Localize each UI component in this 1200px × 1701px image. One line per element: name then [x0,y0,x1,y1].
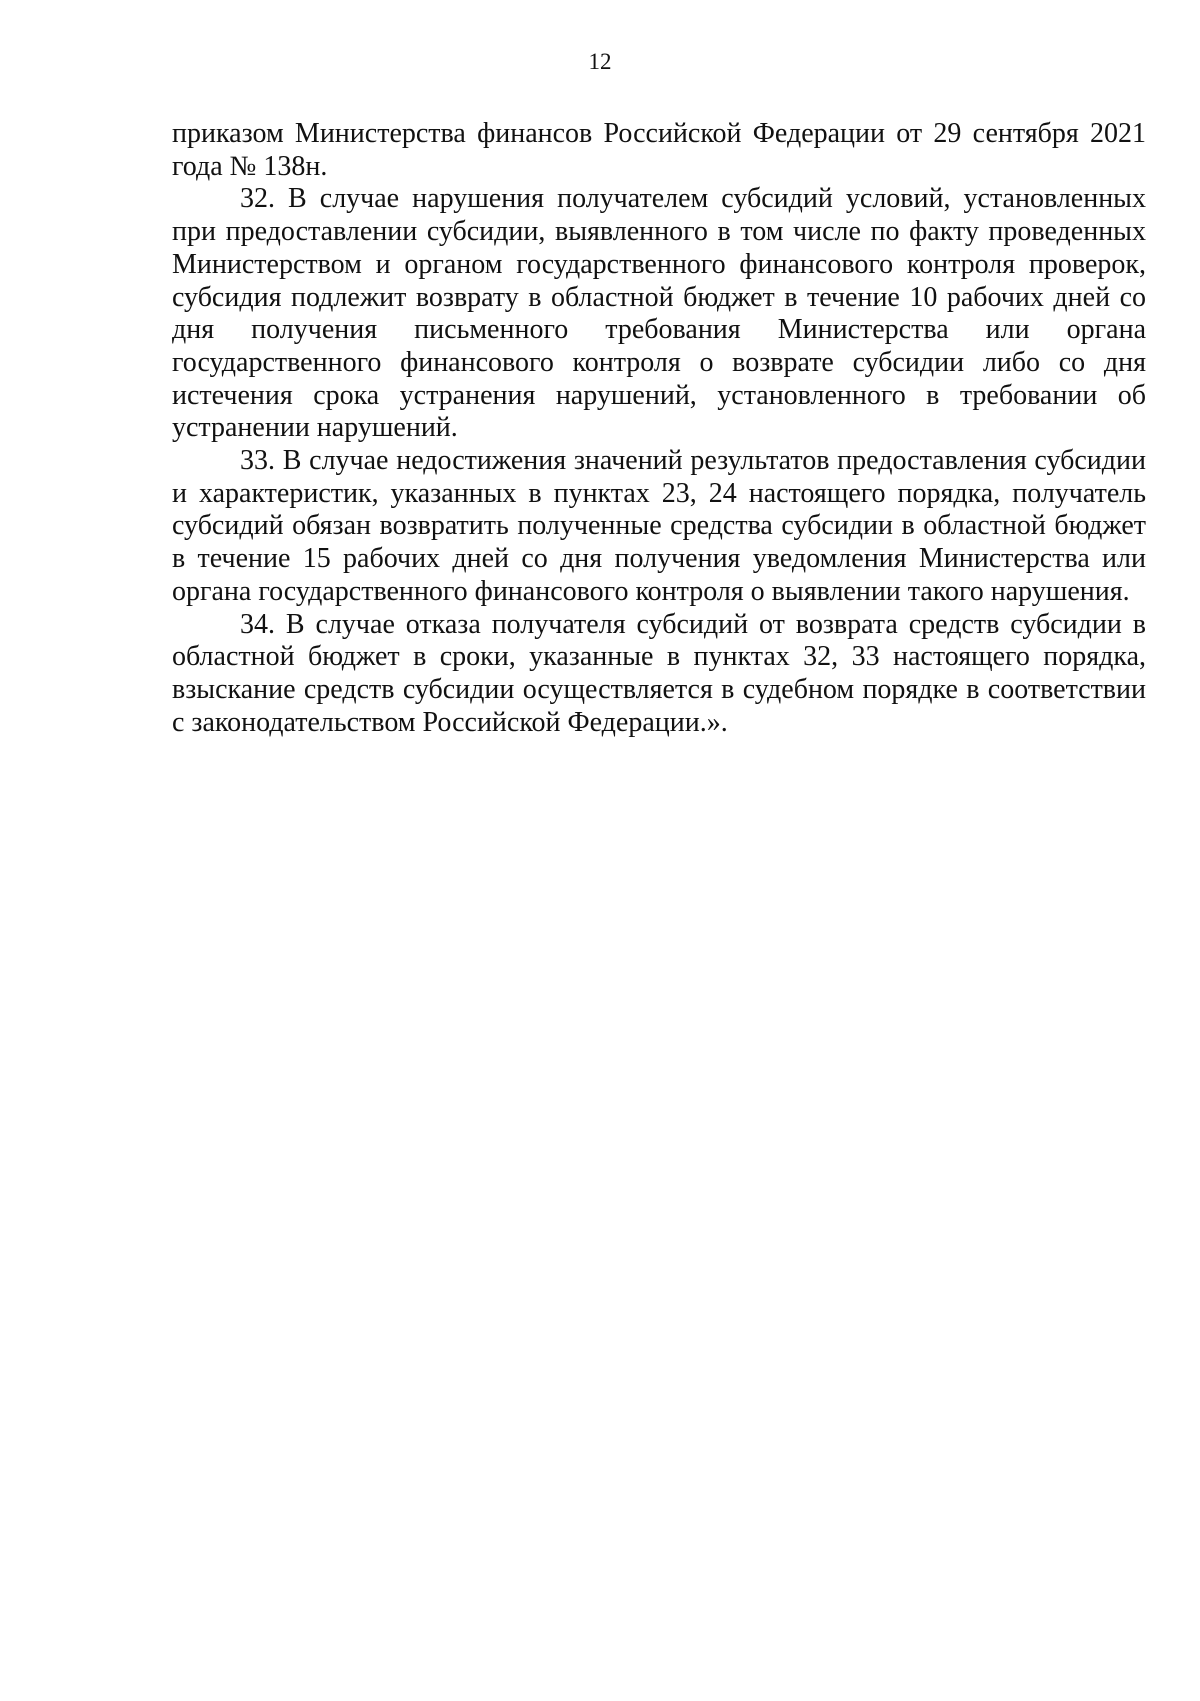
paragraph-32: 32. В случае нарушения получателем субсидий условий, установленных при предоставлении субсидии, выявленного в том числе по факту проведенных Министерством и органом государственного финансового контроля проверок, субсидия подлежит возврату в областной бюджет в течение 10 рабочих дней со дня получения письменного требования Министерства или органа государственного финансового контроля о возврате субсидии либо со дня истечения срока устранения нарушений, установленного в требовании об устранении нарушений. [172,183,1146,444]
paragraph-34: 34. В случае отказа получателя субсидий от возврата средств субсидии в областной бюджет в сроки, указанные в пунктах 32, 33 настоящего порядка, взыскание средств субсидии осуществляется в судебном порядке в соответствии с законодательством Российской Федерации.». [172,608,1146,738]
document-body [172,118,1146,739]
paragraph-33: 33. В случае недостижения значений результатов предоставления субсидии и характеристик, указанных в пунктах 23, 24 настоящего порядка, получатель субсидий обязан возвратить полученные средства субсидии в областной бюджет в течение 15 рабочих дней со дня получения уведомления Министерства или органа государственного финансового контроля о выявлении такого нарушения. [172,445,1146,607]
page-number: 12 [588,49,612,74]
paragraph-continuation: приказом Министерства финансов Российской Федерации от 29 сентября 2021 года № 138н. [172,118,1146,182]
